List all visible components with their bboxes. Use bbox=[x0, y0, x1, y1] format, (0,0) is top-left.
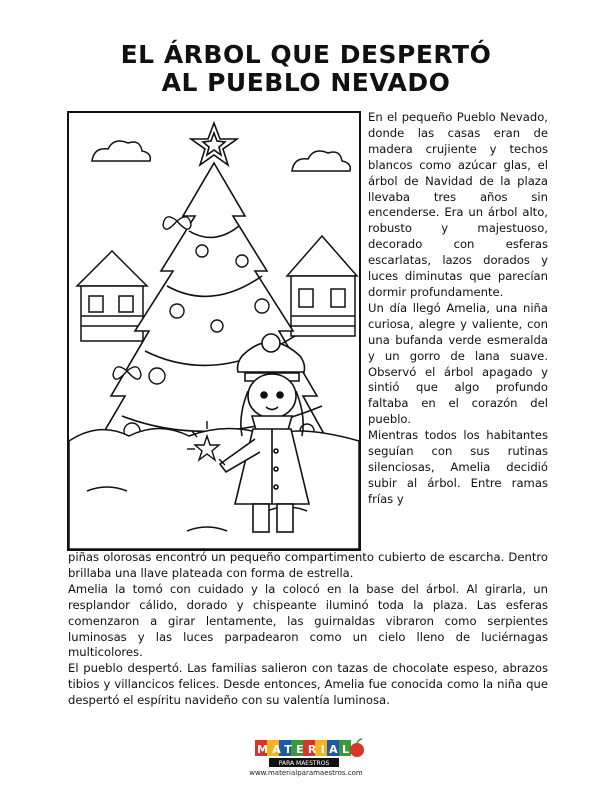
apple-icon bbox=[350, 743, 364, 757]
story-paragraph: En el pequeño Pueblo Nevado, donde las casas eran de madera crujiente y techos blancos como azúcar glas, el árbol de Navidad de la plaza llevaba tres años sin encenderse. Era un árbol alto, robusto y majestuoso, decorado con esferas escarlatas, lazos dorados y luces diminutas que parecían dormir profundamente. bbox=[368, 110, 548, 299]
story-paragraph: Un día llegó Amelia, una niña curiosa, alegre y valiente, con una bufanda verde esmeralda y un gorro de lana suave. Observó el árbol apagado y sintió que algo profundo faltaba en el corazón del pueblo. bbox=[368, 300, 548, 427]
logo-subtitle: PARA MAESTROS bbox=[278, 760, 330, 767]
material-para-maestros-logo bbox=[255, 734, 365, 774]
story-paragraph: El pueblo despertó. Las familias salieron con tazas de chocolate espeso, abrazos tibios y villancicos felices. Desde entonces, Amelia fue conocida como la niña que despertó el espíritu navideño con su valentía luminosa. bbox=[68, 661, 548, 708]
footer bbox=[0, 734, 612, 784]
website-url[interactable]: www.materialparamaestros.com bbox=[249, 769, 363, 777]
story-paragraph: piñas olorosas encontró un pequeño compartimento cubierto de escarcha. Dentro brillaba una llave plateada con forma de estrella. bbox=[68, 550, 548, 580]
christmas-tree-illustration bbox=[67, 111, 361, 551]
story-paragraph: Amelia la tomó con cuidado y la colocó en la base del árbol. Al girarla, un resplandor cálido, dorado y chispeante iluminó toda la plaza. Las esferas comenzaron a girar lentamente, las guirnaldas vibraron como serpientes luminosas y las luces parpadearon como un cielo lleno de luciérnagas multicolores. bbox=[68, 581, 548, 660]
page-title-line-1: EL ÁRBOL QUE DESPERTÓ bbox=[120, 40, 492, 69]
story-paragraph: Mientras todos los habitantes seguían con sus rutinas silenciosas, Amelia decidió subir al árbol. Entre ramas frías y bbox=[368, 428, 548, 506]
logo-word: MATERIAL bbox=[257, 743, 349, 756]
story-text-full-width bbox=[68, 550, 548, 709]
story-text-right-column bbox=[368, 110, 548, 508]
page-title-line-2: AL PUEBLO NEVADO bbox=[161, 68, 451, 97]
